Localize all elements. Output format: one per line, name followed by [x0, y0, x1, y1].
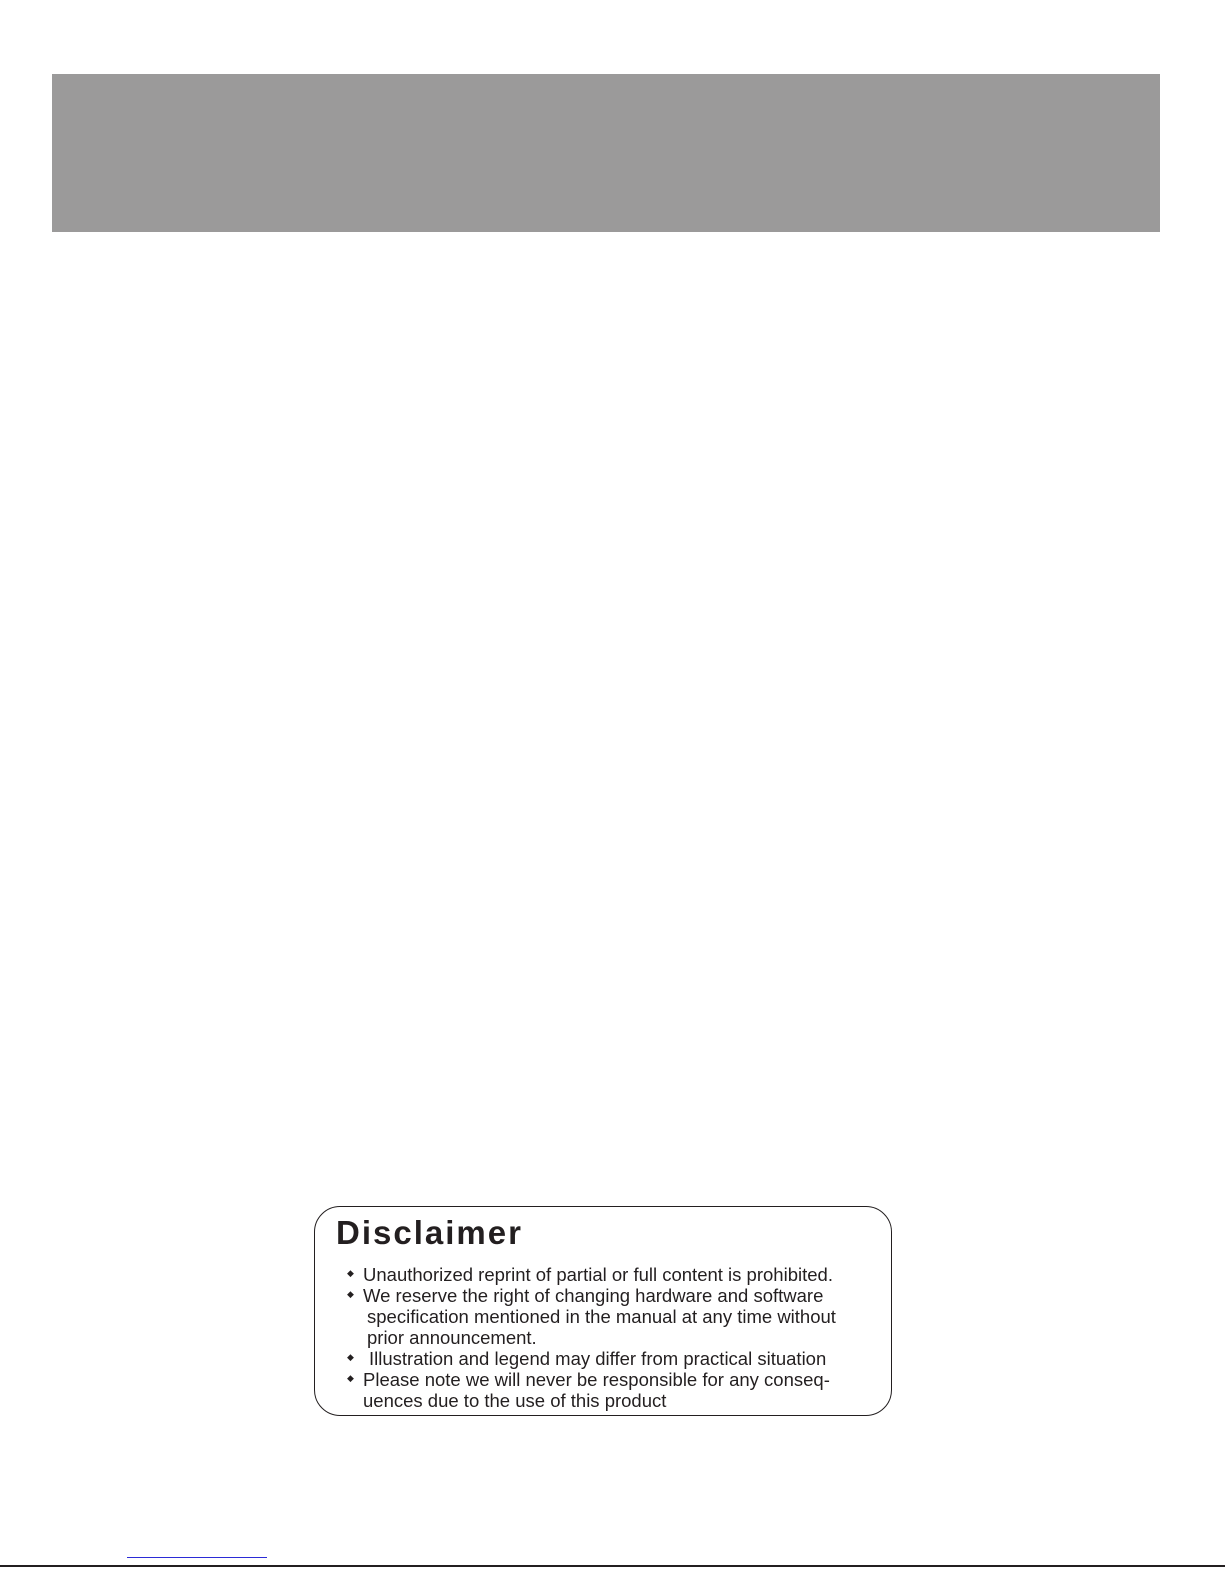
- disclaimer-text: Illustration and legend may differ from practical situation: [369, 1348, 827, 1369]
- footer-rule: [0, 1565, 1225, 1567]
- disclaimer-item-changes: [345, 1285, 836, 1348]
- disclaimer-text: Unauthorized reprint of partial or full content is prohibited.: [363, 1264, 833, 1285]
- disclaimer-text: specification mentioned in the manual at any time without: [367, 1306, 836, 1327]
- disclaimer-text: uences due to the use of this product: [363, 1390, 667, 1411]
- diamond-bullet-icon: ◆: [347, 1268, 354, 1278]
- disclaimer-list: [345, 1264, 836, 1411]
- diamond-bullet-icon: ◆: [347, 1352, 354, 1362]
- disclaimer-item-reprint: [345, 1264, 836, 1285]
- disclaimer-text: We reserve the right of changing hardware and software: [363, 1285, 824, 1306]
- disclaimer-text: prior announcement.: [367, 1327, 537, 1348]
- footer-link-underline[interactable]: [127, 1557, 267, 1558]
- disclaimer-box: [314, 1206, 892, 1416]
- diamond-bullet-icon: ◆: [347, 1373, 354, 1383]
- disclaimer-title: Disclaimer: [336, 1214, 523, 1251]
- disclaimer-text: Please note we will never be responsible for any conseq-: [363, 1369, 830, 1390]
- header-band: [52, 74, 1160, 232]
- diamond-bullet-icon: ◆: [347, 1289, 354, 1299]
- disclaimer-item-responsibility: [345, 1369, 836, 1411]
- disclaimer-item-illustration: [345, 1348, 836, 1369]
